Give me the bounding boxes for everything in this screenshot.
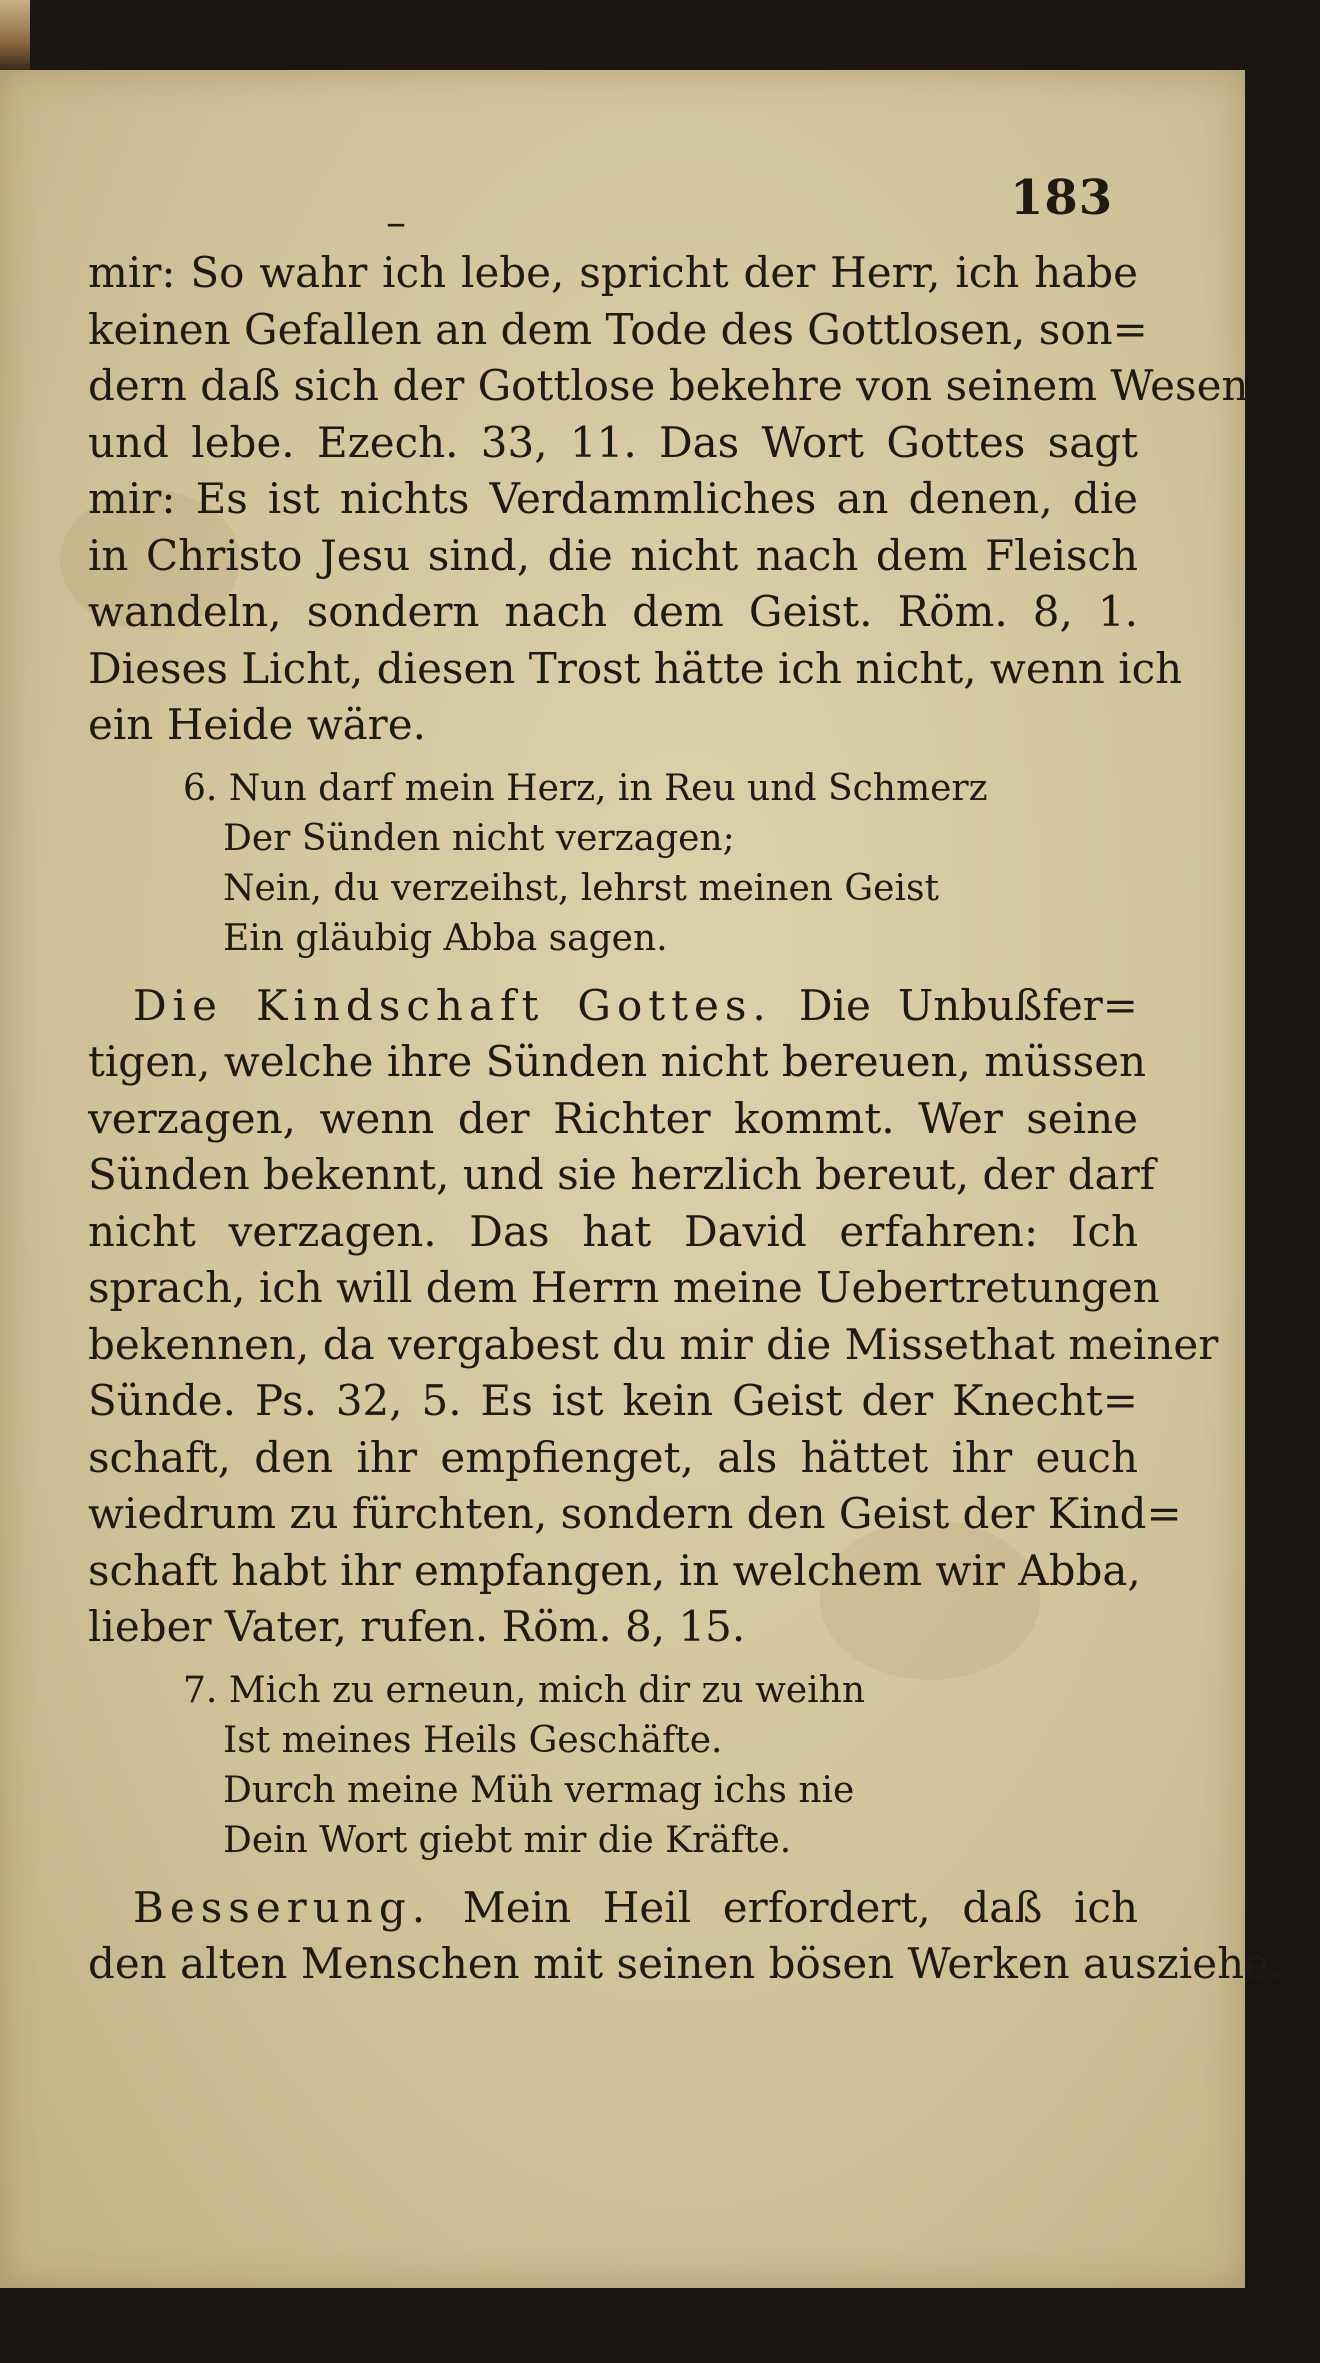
page-body bbox=[88, 245, 1283, 1993]
verse-line: Nein, du verzeihst, lehrst meinen Geist bbox=[223, 867, 939, 909]
text-line: mir: So wahr ich lebe, spricht der Herr, ich habe bbox=[88, 248, 1138, 297]
text-line bbox=[88, 1880, 1138, 1937]
text-line: Sünde. Ps. 32, 5. Es ist kein Geist der Knecht= bbox=[88, 1376, 1138, 1425]
text-line: mir: Es ist nichts Verdammliches an denen, die bbox=[88, 474, 1138, 523]
page-number: 183 bbox=[1010, 170, 1114, 226]
text-line: wandeln, sondern nach dem Geist. Röm. 8, 1. bbox=[88, 587, 1138, 636]
text-line: verzagen, wenn der Richter kommt. Wer seine bbox=[88, 1093, 1138, 1143]
text-line: in Christo Jesu sind, die nicht nach dem Fleisch bbox=[88, 530, 1138, 580]
verse-line: Durch meine Müh vermag ichs nie bbox=[223, 1769, 855, 1811]
header-mark: – bbox=[386, 200, 406, 246]
text-line: wiedrum zu fürchten, sondern den Geist der Kind= bbox=[88, 1489, 1182, 1538]
text-line: tigen, welche ihre Sünden nicht bereuen, müssen bbox=[88, 1037, 1147, 1086]
text-line bbox=[88, 978, 1138, 1035]
text-line: bekennen, da vergabest du mir die Missethat meiner bbox=[88, 1319, 1219, 1369]
section-heading: Die Kindschaft Gottes. bbox=[133, 980, 772, 1030]
text-line: lieber Vater, rufen. Röm. 8, 15. bbox=[88, 1602, 746, 1651]
paragraph-3 bbox=[88, 1880, 1283, 1993]
verse-line: Ist meines Heils Geschäfte. bbox=[223, 1719, 723, 1761]
paragraph-1 bbox=[88, 245, 1249, 754]
paragraph-2 bbox=[88, 978, 1219, 1656]
text-line: Dieses Licht, diesen Trost hätte ich nicht, wenn ich bbox=[88, 643, 1183, 693]
text-line: den alten Menschen mit seinen bösen Werken ausziehe. bbox=[88, 1939, 1283, 1988]
text-span: Mein Heil erfordert, daß ich bbox=[462, 1882, 1138, 1932]
text-line: Sünden bekennt, und sie herzlich bereut, der darf bbox=[88, 1150, 1156, 1199]
text-line: sprach, ich will dem Herrn meine Uebertretungen bbox=[88, 1263, 1160, 1312]
verse-line: 6. Nun darf mein Herz, in Reu und Schmerz bbox=[183, 767, 988, 809]
section-heading: Besserung. bbox=[133, 1882, 432, 1932]
verse-line: Dein Wort giebt mir die Kräfte. bbox=[223, 1819, 792, 1861]
verse-line: Der Sünden nicht verzagen; bbox=[223, 817, 735, 859]
text-line: schaft habt ihr empfangen, in welchem wir Abba, bbox=[88, 1545, 1141, 1595]
text-line: ein Heide wäre. bbox=[88, 700, 426, 749]
hymn-verse-7 bbox=[88, 1666, 1138, 1866]
text-line: keinen Gefallen an dem Tode des Gottlosen, son= bbox=[88, 304, 1148, 354]
text-span: Die Unbußfer= bbox=[798, 980, 1138, 1030]
book-spine-edge bbox=[0, 0, 30, 70]
text-line: schaft, den ihr empfienget, als hättet ihr euch bbox=[88, 1432, 1138, 1482]
text-line: und lebe. Ezech. 33, 11. Das Wort Gottes sagt bbox=[88, 417, 1138, 467]
hymn-verse-6 bbox=[88, 764, 1138, 964]
verse-line: Ein gläubig Abba sagen. bbox=[223, 917, 668, 959]
text-line: nicht verzagen. Das hat David erfahren: Ich bbox=[88, 1206, 1138, 1256]
text-line: dern daß sich der Gottlose bekehre von seinem Wesen bbox=[88, 361, 1249, 410]
verse-line: 7. Mich zu erneun, mich dir zu weihn bbox=[183, 1669, 866, 1711]
